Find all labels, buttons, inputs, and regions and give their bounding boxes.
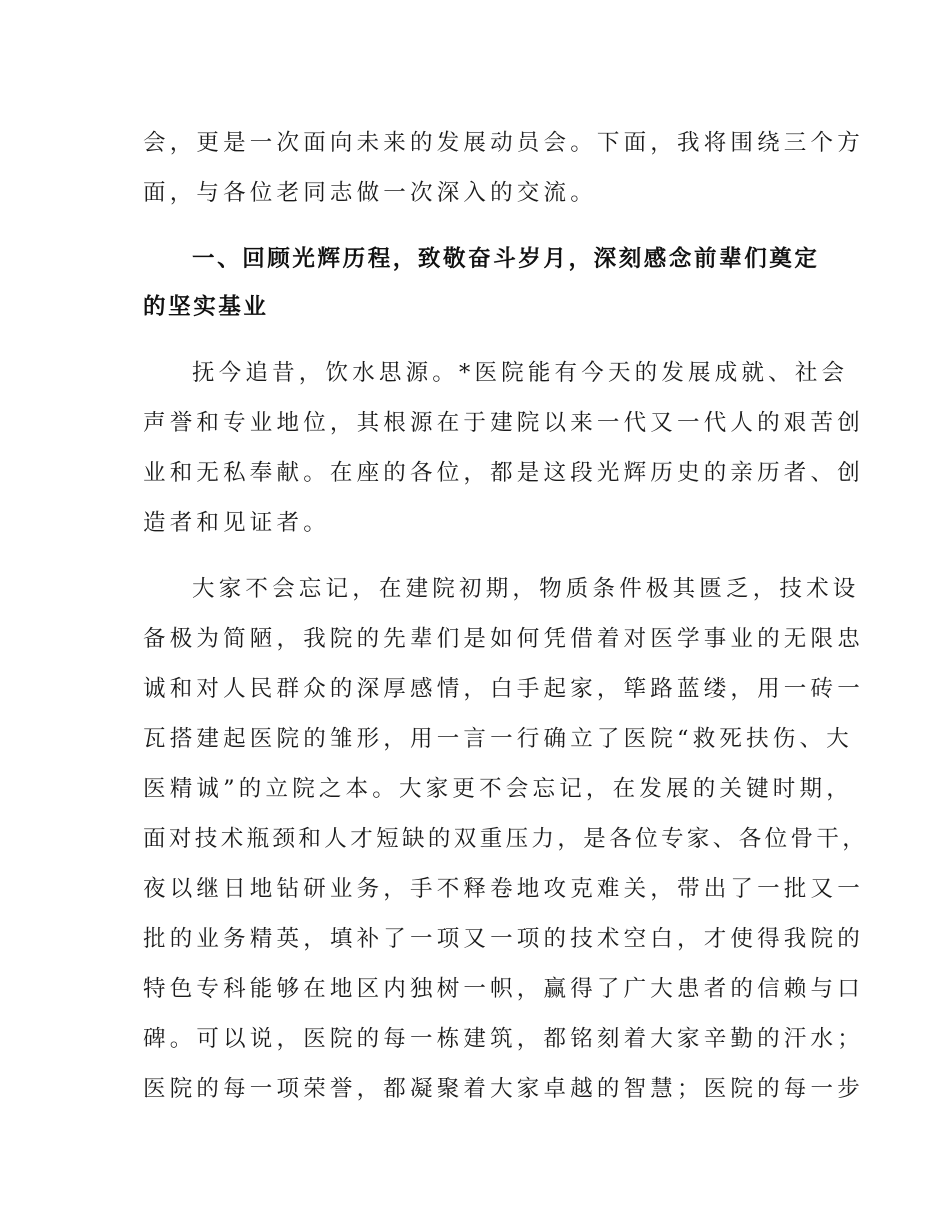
paragraph-line: 会，更是一次面向未来的发展动员会。下面，我将围绕三个方 [143,130,864,156]
paragraph-line: 夜以继日地钻研业务，手不释卷地攻克难关，带出了一批又一 [143,876,864,902]
paragraph-line: 面，与各位老同志做一次深入的交流。 [143,180,597,206]
paragraph-line: 批的业务精英，填补了一项又一项的技术空白，才使得我院的 [143,926,864,952]
paragraph-line: 碑。可以说，医院的每一栋建筑，都铭刻着大家辛勤的汗水； [143,1026,864,1052]
paragraph-line: 面对技术瓶颈和人才短缺的双重压力，是各位专家、各位骨干， [143,826,869,852]
section-heading: 一、回顾光辉历程，致敬奋斗岁月，深刻感念前辈们奠定 [192,246,820,272]
paragraph-line: 备极为简陋，我院的先辈们是如何凭借着对医学事业的无限忠 [143,626,864,652]
paragraph-line: 医院的每一项荣誉，都凝聚着大家卓越的智慧；医院的每一步 [143,1076,864,1102]
paragraph-line: 诚和对人民群众的深厚感情，白手起家，筚路蓝缕，用一砖一 [143,676,864,702]
paragraph-line: 医精诚”的立院之本。大家更不会忘记，在发展的关键时期， [143,776,853,802]
paragraph-line: 瓦搭建起医院的雏形，用一言一行确立了医院“救死扶伤、大 [143,726,853,752]
paragraph-line: 声誉和专业地位，其根源在于建院以来一代又一代人的艰苦创 [143,410,864,436]
paragraph-line: 抚今追昔，饮水思源。*医院能有今天的发展成就、社会 [192,360,849,386]
paragraph-line: 造者和见证者。 [143,510,330,536]
section-heading: 的坚实基业 [143,294,269,320]
paragraph-line: 业和无私奉献。在座的各位，都是这段光辉历史的亲历者、创 [143,460,864,486]
paragraph-line: 特色专科能够在地区内独树一帜，赢得了广大患者的信赖与口 [143,976,864,1002]
paragraph-line: 大家不会忘记，在建院初期，物质条件极其匮乏，技术设 [192,576,860,602]
